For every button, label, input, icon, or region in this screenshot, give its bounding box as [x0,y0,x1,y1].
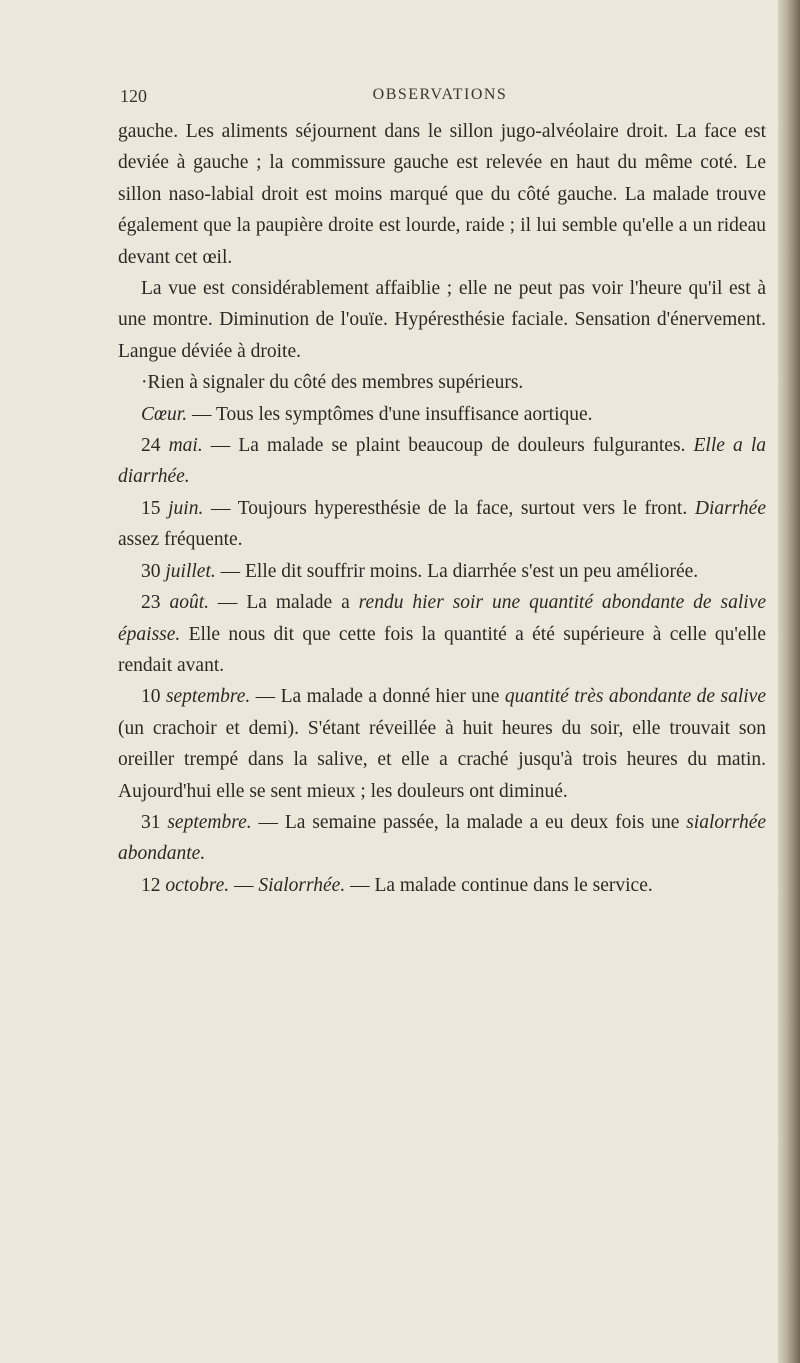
entry-31-septembre [118,807,766,870]
italic-text-segment: septembre. [167,811,252,833]
text-segment: — [229,874,259,896]
italic-text-segment: rendu hier soir une quantité abondante de salive épaisse. [118,592,766,645]
page-header [120,86,760,114]
text-segment: 10 [141,686,166,708]
text-segment: ·Rien à signaler du côté des membres supérieurs. [141,372,524,394]
italic-text-segment: Sialorrhée. [258,874,346,896]
page-number: 120 [120,86,147,106]
page-edge-shadow [778,0,800,1363]
entry-15-juin [118,493,766,556]
text-segment: — La malade se plaint beaucoup de douleurs fulgurantes. [202,435,694,457]
text-segment: — Tous les symptômes d'une insuffisance aortique. [187,403,593,425]
entry-10-septembre [118,681,766,807]
text-segment: gauche. Les aliments séjournent dans le sillon jugo-alvéolaire droit. La face est deviée à gauche ; la commissure gauche est relevée en haut du même coté. Le sillon naso-labial droit est moins marqué que du côté gauche. La malade trouve également que la paupière droite est lourde, raide ; il lui semble qu'elle a un rideau devant cet œil. [118,121,766,268]
text-segment: 15 [141,497,169,519]
text-segment: 12 [141,874,166,896]
text-segment: 30 [141,560,166,582]
italic-text-segment: août. [169,592,209,614]
text-segment: — La malade a [208,592,359,614]
entry-12-octobre [118,870,766,901]
paragraph-heart [118,399,766,430]
entry-24-mai [118,430,766,493]
italic-text-segment: mai. [168,435,203,457]
text-segment: — La malade continue dans le service. [345,874,653,896]
italic-text-segment: quantité très abondante de salive [504,686,766,708]
italic-text-segment: Cœur. [141,403,188,425]
paragraph-vision [118,273,766,367]
italic-text-segment: septembre. [165,686,251,708]
running-title: OBSERVATIONS [372,86,508,103]
text-segment: assez fréquente. [118,529,243,551]
text-segment: — La malade a donné hier une [250,686,505,708]
italic-text-segment: sialorrhée abondante. [118,811,767,865]
entry-23-aout [118,587,766,681]
body-text [118,116,766,901]
italic-text-segment: juin. [168,497,204,519]
italic-text-segment: juillet. [165,560,216,582]
italic-text-segment: octobre. [165,874,230,896]
text-segment: 23 [141,592,170,614]
text-segment: — Elle dit souffrir moins. La diarrhée s'est un peu améliorée. [215,560,699,582]
text-segment: La vue est considérablement affaiblie ; elle ne peut pas voir l'heure qu'il est à une montre. Diminution de l'ouïe. Hypéresthésie faciale. Sensation d'énervement. Langue déviée à droite. [118,278,766,362]
paragraph-continuation [118,116,766,273]
text-segment: 31 [141,811,168,833]
text-segment: (un crachoir et demi). S'étant réveillée à huit heures du soir, elle trouvait son oreiller trempé dans la salive, et elle a craché jusqu'à trois heures du matin. Aujourd'hui elle se sent mieux ; les douleurs ont diminué. [118,717,766,802]
paragraph-upper-limbs [118,367,766,398]
text-segment: — Toujours hyperesthésie de la face, surtout vers le front. [203,497,695,519]
text-segment: 24 [141,435,169,457]
italic-text-segment: Diarrhée [694,497,766,519]
text-segment: Elle nous dit que cette fois la quantité a été supérieure à celle qu'elle rendait avant. [118,623,766,676]
italic-text-segment: Elle a la diarrhée. [118,435,766,488]
text-segment: — La semaine passée, la malade a eu deux fois une [251,811,687,833]
entry-30-juillet [118,556,766,587]
